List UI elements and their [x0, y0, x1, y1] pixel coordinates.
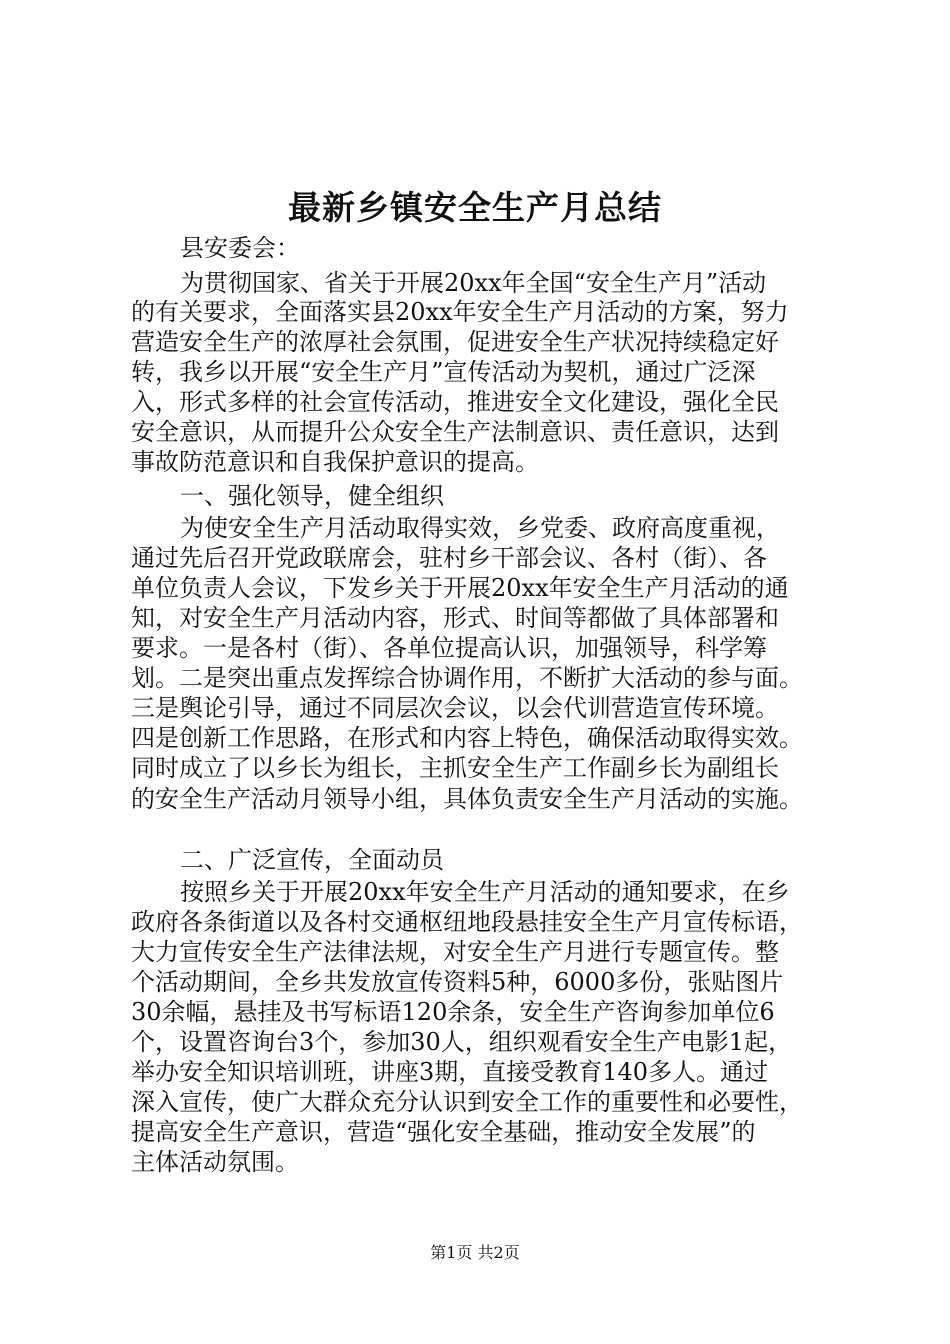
paragraph-line: 的有关要求，全面落实县20xx年安全生产月活动的方案，努力	[131, 298, 789, 326]
paragraph-line: 为使安全生产月活动取得实效，乡党委、政府高度重视，	[180, 514, 780, 542]
paragraph-line: 主体活动氛围。	[131, 1148, 299, 1176]
paragraph-line: 通过先后召开党政联席会，驻村乡干部会议、各村（街）、各	[131, 544, 767, 572]
paragraph-line: 四是创新工作思路，在形式和内容上特色，确保活动取得实效。	[131, 724, 803, 752]
section-heading: 一、强化领导，健全组织	[180, 482, 444, 510]
paragraph-line: 安全意识，从而提升公众安全生产法制意识、责任意识，达到	[131, 418, 779, 446]
paragraph-line: 营造安全生产的浓厚社会氛围，促进安全生产状况持续稳定好	[131, 328, 779, 356]
paragraph-line: 个活动期间，全乡共发放宣传资料5种，6000多份，张贴图片	[131, 968, 784, 996]
paragraph-line: 30余幅，悬挂及书写标语120余条，安全生产咨询参加单位6	[131, 998, 775, 1026]
paragraph-line: 为贯彻国家、省关于开展20xx年全国“安全生产月”活动	[180, 269, 767, 297]
paragraph-line: 提高安全生产意识，营造“强化安全基础，推动安全发展”的	[131, 1118, 756, 1146]
section-heading: 二、广泛宣传，全面动员	[180, 846, 444, 874]
paragraph-line: 入，形式多样的社会宣传活动，推进安全文化建设，强化全民	[131, 388, 779, 416]
paragraph-line: 的安全生产活动月领导小组，具体负责安全生产月活动的实施。	[131, 785, 803, 813]
paragraph-line: 深入宣传，使广大群众充分认识到安全工作的重要性和必要性，	[131, 1088, 803, 1116]
page-footer: 第1页 共2页	[430, 1243, 520, 1262]
paragraph-line: 举办安全知识培训班，讲座3期，直接受教育140多人。通过	[131, 1058, 769, 1086]
paragraph-line: 转，我乡以开展“安全生产月”宣传活动为契机，通过广泛深	[131, 358, 756, 386]
paragraph-line: 三是舆论引导，通过不同层次会议，以会代训营造宣传环境。	[131, 694, 779, 722]
paragraph-line: 按照乡关于开展20xx年安全生产月活动的通知要求，在乡	[180, 878, 790, 906]
paragraph-line: 划。二是突出重点发挥综合协调作用，不断扩大活动的参与面。	[131, 664, 803, 692]
paragraph-line: 知，对安全生产月活动内容，形式、时间等都做了具体部署和	[131, 604, 779, 632]
paragraph-line: 单位负责人会议，下发乡关于开展20xx年安全生产月活动的通	[131, 574, 789, 602]
salutation-line: 县安委会：	[180, 234, 300, 262]
paragraph-line: 政府各条街道以及各村交通枢纽地段悬挂安全生产月宣传标语，	[131, 908, 803, 936]
paragraph-line: 个，设置咨询台3个，参加30人，组织观看安全生产电影1起，	[131, 1028, 793, 1056]
paragraph-line: 要求。一是各村（街）、各单位提高认识，加强领导，科学筹	[131, 634, 767, 662]
document-title: 最新乡镇安全生产月总结	[288, 188, 662, 227]
paragraph-line: 事故防范意识和自我保护意识的提高。	[131, 448, 539, 476]
paragraph-line: 大力宣传安全生产法律法规，对安全生产月进行专题宣传。整	[131, 938, 779, 966]
paragraph-line: 同时成立了以乡长为组长，主抓安全生产工作副乡长为副组长	[131, 754, 779, 782]
